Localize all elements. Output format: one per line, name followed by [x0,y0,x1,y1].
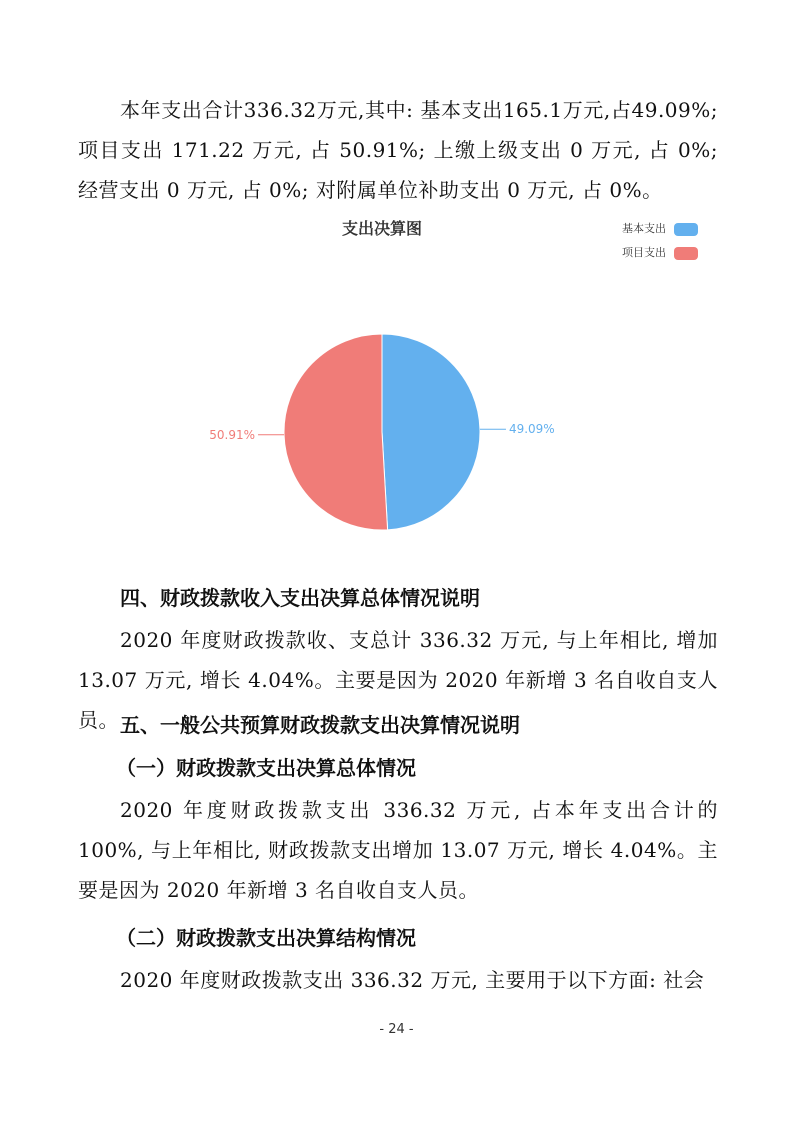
legend-label-2: 项目支出 [622,246,666,259]
pie-label-1: 49.09% [508,422,555,437]
subsection-heading-2: （二）财政拨款支出决算结构情况 [116,926,416,950]
paragraph-expenditure-summary: 本年支出合计336.32万元,其中: 基本支出165.1万元,占49.09%; 项目支出 171.22 万元, 占 50.91%; 上缴上级支出 0 万元, 占 0%; 经营支出 0 万元, 占 0%; 对附属单位补助支出 0 万元, 占 0%。 [78,98,718,202]
pie-slices [284,334,480,530]
pie-slice-1 [382,334,480,530]
paragraph-structure: 2020 年度财政拨款支出 336.32 万元, 主要用于以下方面: 社会 [120,968,705,992]
legend-swatch-2 [674,247,698,260]
legend-label-1: 基本支出 [622,222,666,235]
subsection-heading-1: （一）财政拨款支出决算总体情况 [116,756,416,780]
legend-swatch-1 [674,223,698,236]
expenditure-pie-chart [180,212,740,552]
page-number: - 24 - [379,1022,414,1037]
paragraph-fiscal-total: 2020 年度财政拨款收、支总计 336.32 万元, 与上年相比, 增加 13.07 万元, 增长 4.04%。主要是因为 2020 年新增 3 名自收自支人员。 [78,628,718,732]
section-heading-5: 五、一般公共预算财政拨款支出决算情况说明 [120,713,520,737]
section-heading-4: 四、财政拨款收入支出决算总体情况说明 [120,586,480,610]
paragraph-fiscal-expenditure: 2020 年度财政拨款支出 336.32 万元, 占本年支出合计的 100%, 与上年相比, 财政拨款支出增加 13.07 万元, 增长 4.04%。主要是因为 2020 年新增 3 名自收自支人员。 [78,798,718,902]
pie-slice-2 [284,334,388,530]
chart-legend [622,221,698,260]
chart-title: 支出决算图 [341,219,423,238]
pie-label-2: 50.91% [209,427,256,442]
